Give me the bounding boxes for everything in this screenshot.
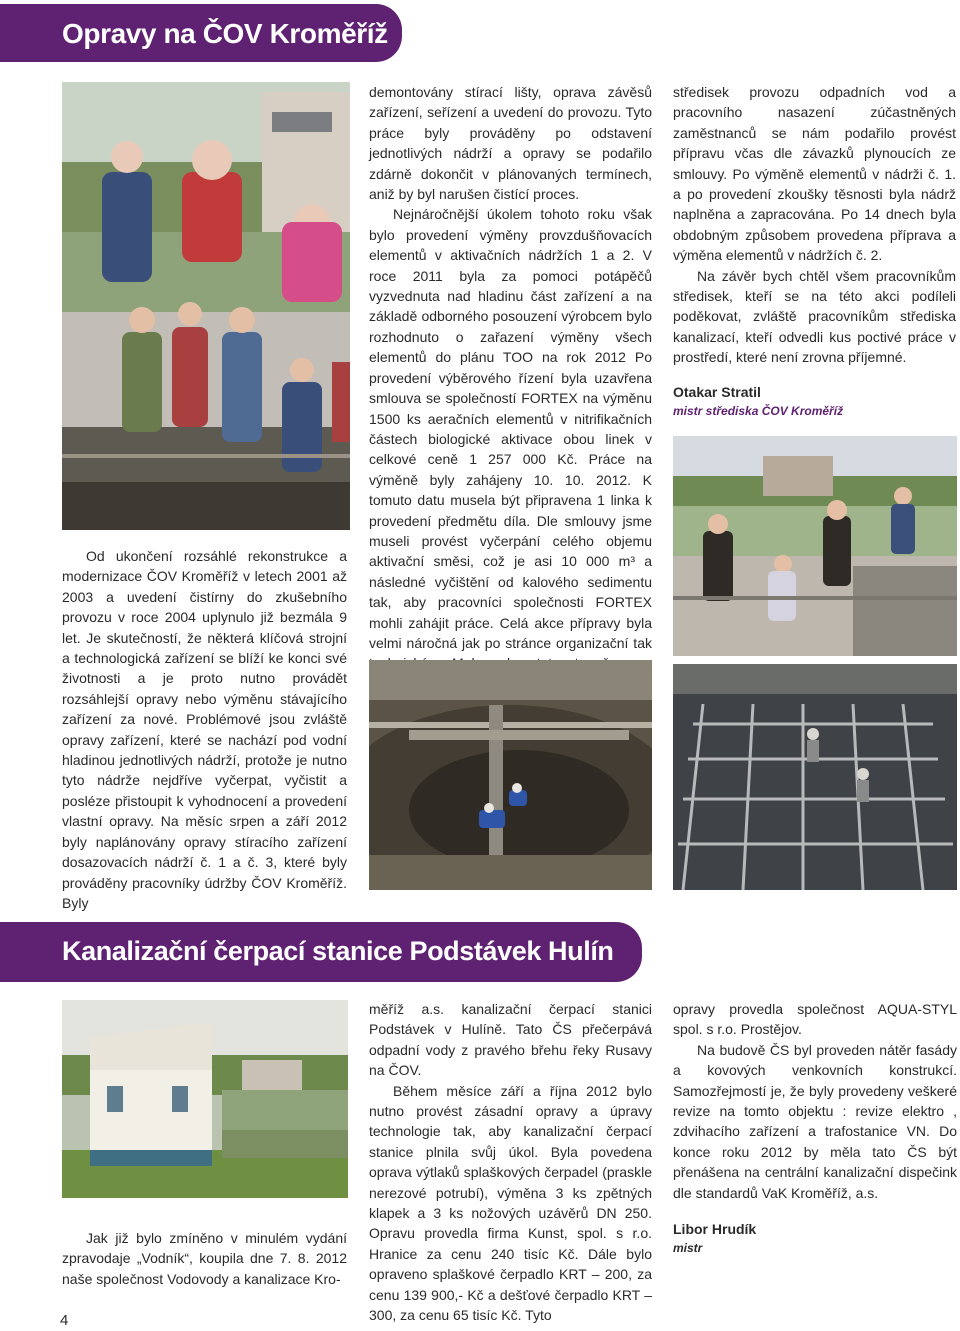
article2-author-role: mistr bbox=[673, 1241, 703, 1256]
article1-author-role: mistr střediska ČOV Kroměříž bbox=[673, 403, 844, 418]
article1-col1-paragraph-1: Od ukončení rozsáhlé rekonstrukce a modernizace ČOV Kroměříž v letech 2001 až 2003 a uvedení čistírny do zkušebního provozu v roce 2004 uplynulo již bezmála 9 let. Je skutečností, že některá klíčová strojní a technologická zařízení se blíží ke konci své životnosti a je proto nutno provádět rozsáhlejší opravy nebo výměnu stávajícího zařízení za nové. Problémové jsou zvláště opravy zařízení, které se nachází pod vodní hladinou jednotlivých nádrží, protože je nutno tyto nádrže nejdříve vyčerpat, vyčistit a posléze přistoupit k vyhodnocení a provedení vlastní opravy. Na měsíc srpen a září 2012 byly naplánovány opravy stíracího zařízení dosazovacích nádrží č. 1 a č. 3, které byly prováděny pracovníky údržby ČOV Kroměříž. Byly bbox=[62, 548, 347, 911]
article1-column-2 bbox=[369, 82, 652, 694]
article1-title-banner bbox=[0, 4, 402, 62]
photo-children-at-railing bbox=[673, 436, 957, 656]
article1-column-1 bbox=[62, 546, 347, 913]
article2-col2-paragraph-2: Během měsíce září a října 2012 bylo nutno provést zásadní opravy a úpravy technologie tak, aby kanalizační čerpací stanice plnila svůj úkol. Byla povedena oprava výtlaků splaškových čerpadel (praskle nerezové potrubí), výměna 3 ks zpětných klapek a 3 ks nožových uzávěrů DN 250. Opravu provedla firma Kunst, spol. s r.o. Hranice za cenu 240 tisíc Kč. Dále bylo opraveno splaškové čerpadlo KRT – 200, za cenu 139 900,- Kč a dešťové čerpadlo KRT – 300, za cenu 65 tisíc Kč. Tyto bbox=[369, 1082, 652, 1324]
photo-pumping-station-building bbox=[62, 1000, 348, 1198]
article2-col2-paragraph-1: měříž a.s. kanalizační čerpací stanici Podstávek v Hulíně. Tato ČS přečerpává odpadní vody z pravého břehu řeky Rusavy na ČOV. bbox=[369, 1001, 652, 1079]
article2-column-3 bbox=[673, 999, 957, 1257]
article1-col3-paragraph-2: Na závěr bych chtěl všem pracovníkům středisek, kteří se na této akci podíleli poděkovat, zvláště pracovníkům střediska kanalizací, kteří odvedli kus poctivé práce v prostředí, které není zrovna příjemné. bbox=[673, 267, 956, 366]
article1-author: Otakar Stratil bbox=[673, 383, 761, 400]
article1-title: Opravy na ČOV Kroměříž bbox=[62, 18, 388, 49]
article1-col2-paragraph-2: Nejnáročnější úkolem tohoto roku však bylo provedení výměny provzdušňovacích elementů v aktivačních nádržích 1 a 2. V roce 2011 byla za pomoci potápěčů vyzvednuta nad hladinu část zařízení a na základě odborného posouzení výrobcem bylo rozhodnuto o zařazení výměny všech elementů do plánu TOO na rok 2012 Po provedení výběrového řízení byla uzavřena smlouva se společností FORTEX na výměnu 1500 ks aeračních elementů v nitrifikačních částech biologické aktivace obou linek v celkové ceně 1 257 000 Kč. Práce na výměně byly zahájeny 10. 10. 2012. K tomuto datu musela být připravena 1 linka k provedení předmětu díla. Dle smlouvy jsme museli provést vyčerpání celého objemu aktivační směsi, což je asi 10 000 m³ a následné vyčištění od kalového sedimentu tak, aby pracovníci společnosti FORTEX mohli zahájit práce. Celá akce přípravy byla velmi náročná jak po stránce organizační tak bbox=[369, 206, 652, 651]
article2-title-banner bbox=[0, 922, 642, 982]
article1-column-3 bbox=[673, 82, 956, 420]
article2-column-1 bbox=[62, 1228, 347, 1289]
photo-drained-tank bbox=[369, 660, 652, 890]
article1-col3-paragraph-1: středisek provozu odpadních vod a pracovního nasazení zúčastněných zaměstnanců se nám podařilo provést přípravu včas dle závazků plynoucích ze smlouvy. Po výměně elementů v nádrži č. 1. a po provedení zkoušky těsnosti byla nádrž naplněna a zapracována. Po 14 dnech byla obdobným způsobem provedena příprava a výměna elementů v nádržích č. 2. bbox=[673, 84, 956, 264]
page-number: 4 bbox=[60, 1312, 69, 1329]
photo-children-at-plant bbox=[62, 82, 350, 530]
photo-aeration-grid bbox=[673, 664, 957, 890]
article1-col2-paragraph-1: demontovány stírací lišty, oprava závěsů zařízení, seřízení a uvedení do provozu. Tyto práce byly prováděny po odstavení jednotlivých nádrží a opravy se podařilo zdárně dokončit v plánovaných termínech, aniž by byl narušen čistící proces. bbox=[369, 84, 652, 203]
article2-col3-paragraph-1: opravy provedla společnost AQUA-STYL spol. s r.o. Prostějov. bbox=[673, 1001, 957, 1038]
article2-title: Kanalizační čerpací stanice Podstávek Hulín bbox=[62, 936, 614, 966]
article2-author: Libor Hrudík bbox=[673, 1221, 757, 1238]
article2-col3-paragraph-2: Na budově ČS byl proveden nátěr fasády a kovových venkovních konstrukcí. Samozřejmostí je, že byly provedeny veškeré revize na tomto objektu : revize elektro , zdvihacího zařízení a trafostanice VN. Do konce roku 2012 by měla tato ČS být přenášena na centrální kanalizační dispečink dle standardů VaK Kroměříž, a.s. bbox=[673, 1041, 957, 1201]
article2-column-2 bbox=[369, 999, 652, 1326]
article2-col1-paragraph-1: Jak již bylo zmíněno v minulém vydání zpravodaje „Vodník“, koupila dne 7. 8. 2012 naše společnost Vodovody a kanalizace Kro- bbox=[62, 1230, 347, 1287]
